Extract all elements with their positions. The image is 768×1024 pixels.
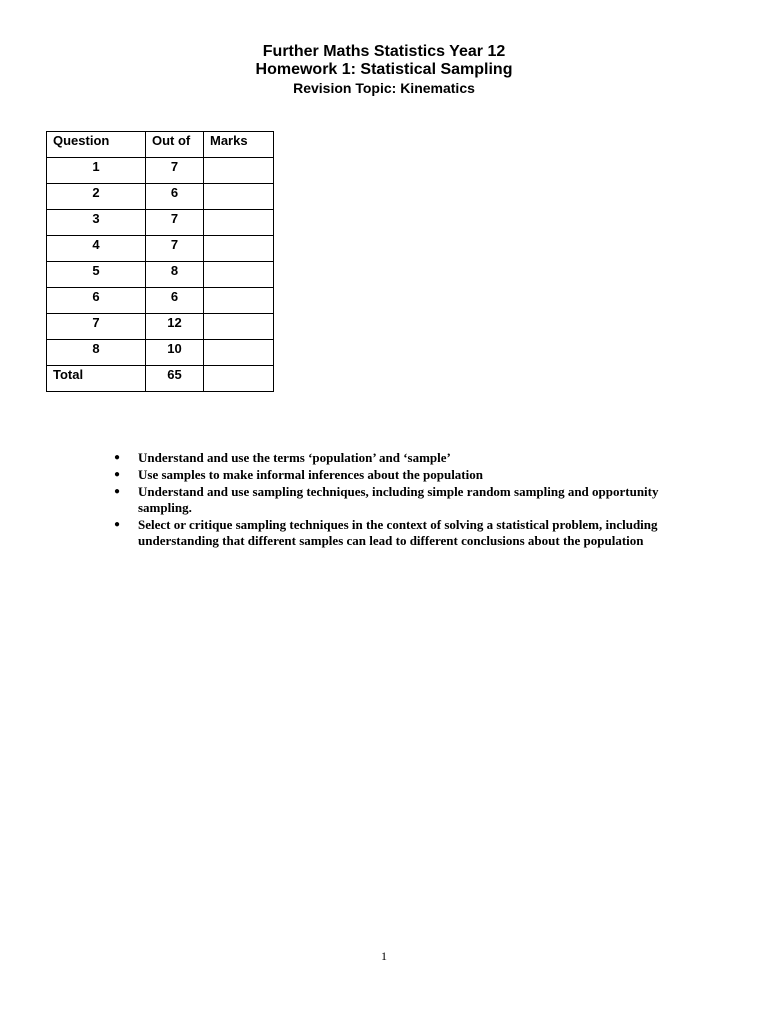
marks-cell[interactable] xyxy=(204,314,274,340)
question-number: 8 xyxy=(47,340,146,366)
out-of-value: 10 xyxy=(146,340,204,366)
marks-cell[interactable] xyxy=(204,340,274,366)
total-marks-cell[interactable] xyxy=(204,366,274,392)
table-row xyxy=(47,288,274,314)
marks-cell[interactable] xyxy=(204,236,274,262)
out-of-value: 7 xyxy=(146,236,204,262)
document-header xyxy=(0,42,768,97)
table-total-row xyxy=(47,366,274,392)
marks-table xyxy=(46,131,274,392)
homework-subtitle: Homework 1: Statistical Sampling xyxy=(255,61,513,78)
document-title: Further Maths Statistics Year 12 xyxy=(262,43,506,60)
table-row xyxy=(47,314,274,340)
question-number: 1 xyxy=(47,158,146,184)
question-number: 5 xyxy=(47,262,146,288)
revision-topic: Revision Topic: Kinematics xyxy=(293,80,475,96)
marks-cell[interactable] xyxy=(204,262,274,288)
objective-text: Use samples to make informal inferences about the population xyxy=(138,467,483,482)
question-number: 3 xyxy=(47,210,146,236)
question-number: 4 xyxy=(47,236,146,262)
objective-text: Understand and use sampling techniques, including simple random sampling and opportunity sampling. xyxy=(138,484,659,515)
header-question: Question xyxy=(47,132,146,158)
table-row xyxy=(47,184,274,210)
table-row xyxy=(47,158,274,184)
table-row xyxy=(47,236,274,262)
learning-objectives-list xyxy=(114,450,714,550)
header-marks: Marks xyxy=(204,132,274,158)
question-number: 2 xyxy=(47,184,146,210)
bullet-icon: ● xyxy=(114,519,121,530)
marks-cell[interactable] xyxy=(204,184,274,210)
out-of-value: 12 xyxy=(146,314,204,340)
table-header-row xyxy=(47,132,274,158)
objective-text: Understand and use the terms ‘population’ and ‘sample’ xyxy=(138,450,451,465)
question-number: 6 xyxy=(47,288,146,314)
list-item xyxy=(114,484,714,516)
out-of-value: 7 xyxy=(146,158,204,184)
out-of-value: 6 xyxy=(146,288,204,314)
total-label: Total xyxy=(47,366,146,392)
list-item xyxy=(114,450,714,466)
list-item xyxy=(114,517,714,549)
marks-cell[interactable] xyxy=(204,158,274,184)
bullet-icon: ● xyxy=(114,452,121,463)
out-of-value: 8 xyxy=(146,262,204,288)
marks-cell[interactable] xyxy=(204,210,274,236)
page-number: 1 xyxy=(381,949,387,963)
header-out-of: Out of xyxy=(146,132,204,158)
total-out-of: 65 xyxy=(146,366,204,392)
table-row xyxy=(47,340,274,366)
out-of-value: 6 xyxy=(146,184,204,210)
marks-cell[interactable] xyxy=(204,288,274,314)
list-item xyxy=(114,467,714,483)
bullet-icon: ● xyxy=(114,469,121,480)
bullet-icon: ● xyxy=(114,486,121,497)
table-row xyxy=(47,210,274,236)
table-row xyxy=(47,262,274,288)
objective-text: Select or critique sampling techniques in the context of solving a statistical problem, including understanding that different samples can lead to different conclusions about the population xyxy=(138,517,658,548)
out-of-value: 7 xyxy=(146,210,204,236)
question-number: 7 xyxy=(47,314,146,340)
